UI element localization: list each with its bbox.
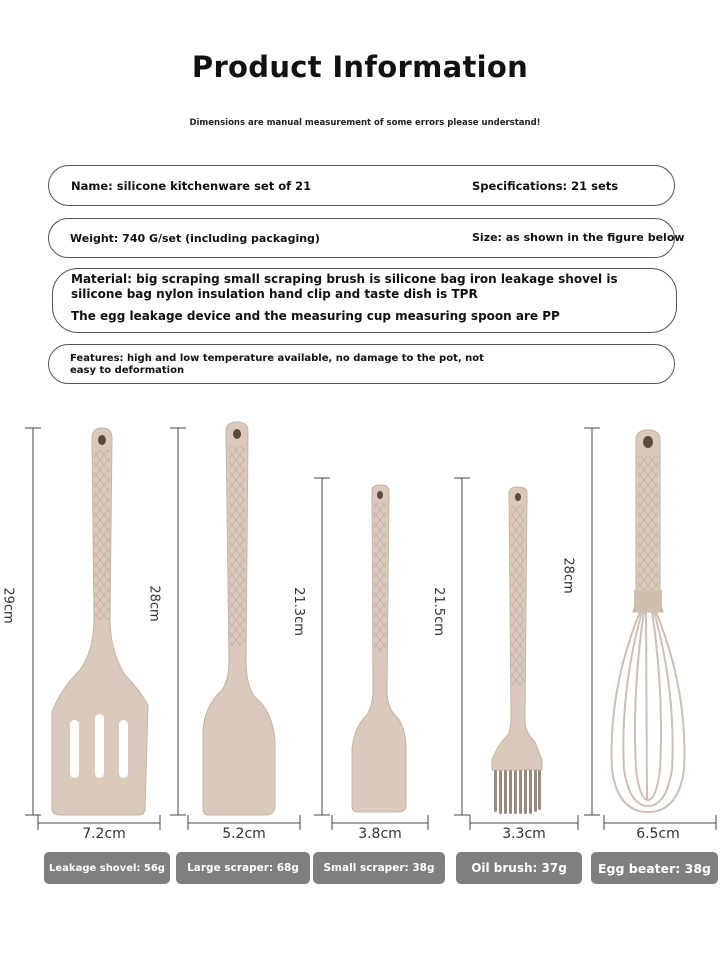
width-label-4: 3.3cm (502, 826, 546, 842)
item-label-leakage-shovel: Leakage shovel: 56g (44, 852, 170, 884)
material-line-1: Material: big scraping small scraping brush is silicone bag iron leakage shovel is (71, 272, 618, 286)
material-line-2: silicone bag nylon insulation hand clip and taste dish is TPR (71, 287, 478, 301)
features-line-2: easy to deformation (70, 365, 185, 376)
item-label-egg-beater: Egg beater: 38g (591, 852, 718, 884)
item-label-oil-brush: Oil brush: 37g (456, 852, 582, 884)
width-label-2: 5.2cm (222, 826, 266, 842)
measurement-note: Dimensions are manual measurement of some errors please understand! (189, 118, 541, 128)
item-label-small-scraper: Small scraper: 38g (313, 852, 445, 884)
height-label-2: 28cm (146, 585, 162, 622)
height-label-5: 28cm (560, 557, 576, 594)
item-label-large-scraper: Large scraper: 68g (176, 852, 310, 884)
egg-beater-icon (612, 430, 685, 812)
height-label-1: 29cm (0, 587, 16, 624)
name-text: Name: silicone kitchenware set of 21 (71, 179, 312, 193)
oil-brush-icon (492, 487, 542, 814)
features-line-1: Features: high and low temperature available, no damage to the pot, not (70, 353, 484, 364)
slotted-spatula-icon (52, 428, 148, 815)
size-text: Size: as shown in the figure below (472, 231, 685, 244)
page-title: Product Information (191, 50, 529, 84)
large-scraper-icon (203, 422, 275, 815)
height-label-3: 21.3cm (290, 587, 306, 636)
specifications-text: Specifications: 21 sets (472, 179, 619, 193)
height-label-4: 21.5cm (430, 587, 446, 636)
weight-text: Weight: 740 G/set (including packaging) (70, 232, 320, 245)
width-label-3: 3.8cm (358, 826, 402, 842)
small-scraper-icon (352, 485, 406, 812)
width-label-1: 7.2cm (82, 826, 126, 842)
material-line-3: The egg leakage device and the measuring cup measuring spoon are PP (71, 309, 560, 323)
width-label-5: 6.5cm (636, 826, 680, 842)
